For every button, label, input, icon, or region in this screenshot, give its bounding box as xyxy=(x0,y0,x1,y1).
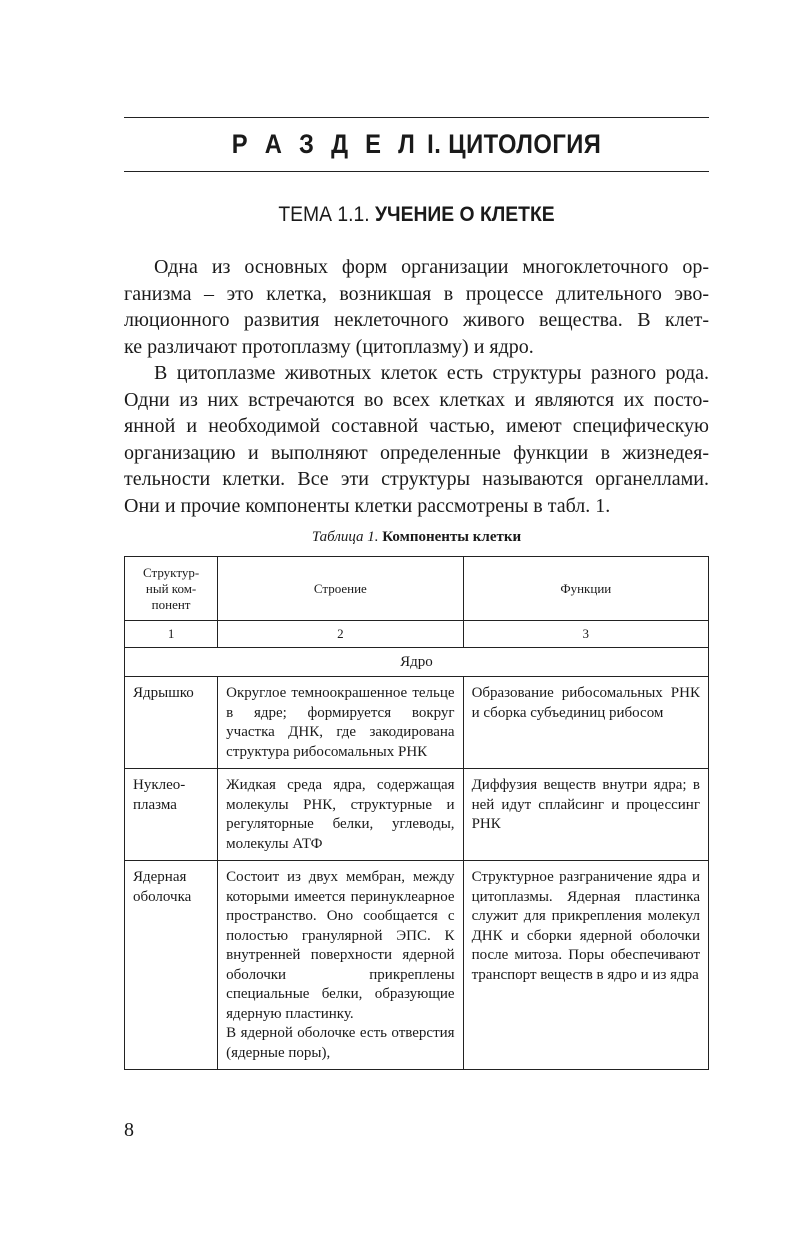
header-functions: Функции xyxy=(463,557,708,621)
column-number: 1 xyxy=(125,621,218,648)
row-structure: Округлое темноокрашенное тельце в ядре; формируется вокруг участка ДНК, где закодирована структура рибосомальных РНК xyxy=(218,677,463,769)
bottom-rule xyxy=(124,171,709,172)
page-number: 8 xyxy=(124,1119,134,1141)
components-table xyxy=(124,556,709,1070)
header-component-line: ный ком- xyxy=(145,581,197,596)
body-line: тельности клетки. Все эти структуры называются органеллами. xyxy=(124,468,709,490)
body-line: организацию и выполняют определенные функции в жизнедея- xyxy=(124,441,709,464)
body-line: люционного развития неклеточного живого вещества. В клет- xyxy=(124,309,709,331)
body-line: янной и необходимой составной частью, имеют специфическую xyxy=(124,415,709,437)
topic-name: УЧЕНИЕ О КЛЕТКЕ xyxy=(374,203,555,226)
table-row xyxy=(125,769,709,861)
row-structure-text: Состоит из двух мембран, между которыми имеется перинуклеарное пространство. Оно сообщается с полостью гранулярной ЭПС. К внутренней поверхности ядерной оболочки прикреплены специальные белки, образующие ядерную пластинку. xyxy=(226,869,455,1022)
table-row xyxy=(125,861,709,1070)
table-header-row xyxy=(125,557,709,621)
section-title xyxy=(159,124,674,164)
row-structure-text-cont: В ядерной оболочке есть отверстия (ядерные поры), xyxy=(226,1025,455,1061)
body-line: ганизма – это клетка, возникшая в процессе длительного эво- xyxy=(124,282,709,305)
header-component-line: Структур- xyxy=(143,565,200,580)
table-caption-label: Таблица 1. xyxy=(311,529,379,545)
body-line: В цитоплазме животных клеток есть структуры разного рода. xyxy=(154,362,709,384)
table-caption xyxy=(124,526,709,548)
top-rule xyxy=(124,117,709,118)
header-component-line: понент xyxy=(151,597,191,612)
group-row xyxy=(125,648,709,677)
topic-prefix: ТЕМА 1.1. xyxy=(278,203,375,226)
row-name: Ядерная оболочка xyxy=(125,861,218,1070)
row-function: Структурное разграничение ядра и цитоплазмы. Ядерная пластинка служит для прикрепления молекул ДНК и сборки ядерной оболочки после митоза. Поры обеспечивают транспорт веществ в ядро и из ядра xyxy=(463,861,708,1070)
body-line: ке различают протоплазму (цитоплазму) и ядро. xyxy=(124,335,534,358)
body-line: Одни из них встречаются во всех клетках и являются их посто- xyxy=(124,388,709,411)
column-number: 3 xyxy=(463,621,708,648)
body-line: Они и прочие компоненты клетки рассмотрены в табл. 1. xyxy=(124,494,611,517)
section-title-rest: I. ЦИТОЛОГИЯ xyxy=(420,129,602,159)
row-structure: Жидкая среда ядра, содержащая молекулы РНК, структурные и регуляторные белки, углеводы, молекулы АТФ xyxy=(218,769,463,861)
table-caption-title: Компоненты клетки xyxy=(382,529,522,545)
header-component xyxy=(125,557,218,621)
topic-title xyxy=(147,198,685,232)
row-name: Нуклеоплазма xyxy=(125,769,218,861)
row-function: Диффузия веществ внутри ядра; в ней идут сплайсинг и процессинг РНК xyxy=(463,769,708,861)
row-name: Ядрышко xyxy=(125,677,218,769)
row-function: Образование рибосомальных РНК и сборка субъединиц рибосом xyxy=(463,677,708,769)
row-structure xyxy=(218,861,463,1070)
table-row xyxy=(125,677,709,769)
body-text xyxy=(124,254,709,519)
body-line: Одна из основных форм организации многоклеточного ор- xyxy=(154,256,709,278)
column-number: 2 xyxy=(218,621,463,648)
header-structure: Строение xyxy=(218,557,463,621)
section-title-prefix: Р А З Д Е Л xyxy=(231,129,421,159)
column-number-row xyxy=(125,621,709,648)
group-label: Ядро xyxy=(125,648,709,677)
